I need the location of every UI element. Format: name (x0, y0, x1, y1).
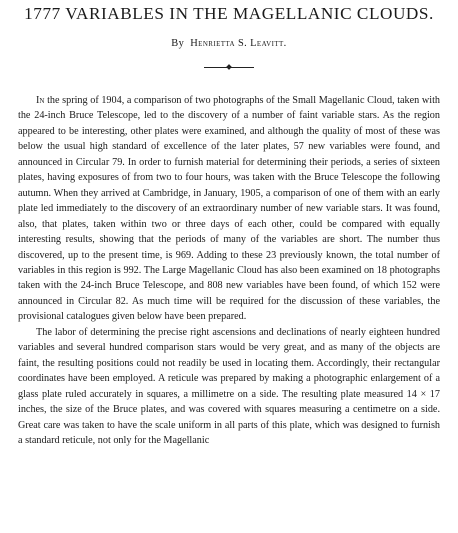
paragraph-1 (18, 93, 440, 325)
paragraph-2-text: The labor of determining the precise right ascensions and declinations of nearly eighteen hundred variables and several hundred comparison stars would be very great, and as many of the objects are faint, the resulting positions could not readily be used in locating them. Accordingly, their rectangular coordinates have been employed. A reticule was prepared by making a photographic enlargement of a glass plate ruled accurately in squares, a millimetre on a side. The resulting plate measured 14 × 17 inches, the size of the Bruce plates, and was covered with squares measuring a centimetre on a side. Great care was taken to have the scale uniform in all parts of this plate, which was designed to furnish a standard reticule, not only for the Magellanic (18, 326, 440, 446)
paper-title: 1777 VARIABLES IN THE MAGELLANIC CLOUDS. (24, 4, 434, 23)
divider-diamond-icon (226, 64, 232, 70)
author-prefix: By (171, 38, 185, 49)
body-text (18, 93, 440, 448)
paragraph-1-text: the spring of 1904, a comparison of two photographs of the Small Magellanic Cloud, taken with the 24-inch Bruce Telescope, led to the discovery of a number of faint variable stars. As the region appeared to be interesting, other plates were examined, and although the quality of most of these was below the usual high standard of excellence of the later plates, 57 new variables were found, and announced in Circular 79. In order to furnish material for determining their periods, a series of sixteen plates, having exposures of from two to four hours, was taken with the Bruce Telescope the following autumn. When they arrived at Cambridge, in January, 1905, a comparison of one of them with an early plate led immediately to the discovery of an extraordinary number of new variable stars. It was found, also, that plates, taken within two or three days of each other, could be compared with equally interesting results, showing that the periods of many of the variables are short. The number thus discovered, up to the present time, is 969. Adding to these 23 previously known, the total number of variables in this region is 992. The Large Magellanic Cloud has also been examined on 18 photographs taken with the 24-inch Bruce Telescope, and 808 new variables have been found, of which 152 were announced in Circular 82. As much time will be required for the discussion of these variables, the provisional catalogues given below have been prepared. (18, 95, 440, 323)
ornamental-divider (204, 63, 254, 71)
author-line (18, 38, 440, 50)
author-name: Henrietta S. Leavitt. (190, 38, 287, 49)
paragraph-2 (18, 325, 440, 449)
paragraph-1-lead: In (36, 95, 45, 106)
